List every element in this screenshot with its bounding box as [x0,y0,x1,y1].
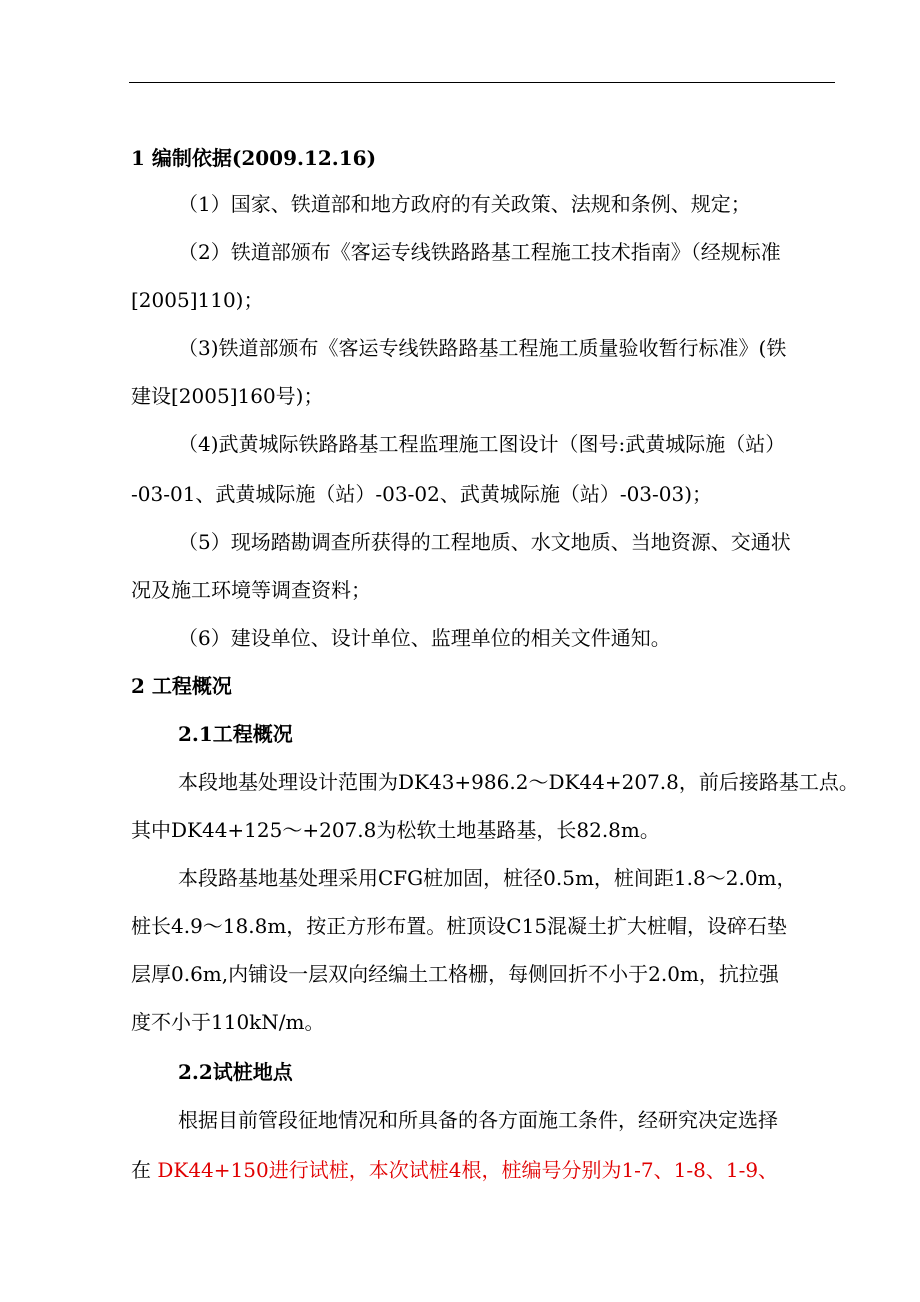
header-rule [129,82,835,83]
section1-heading: 1 编制依据(2009.12.16) [131,146,377,170]
basis-item-2: （2）铁道部颁布《客运专线铁路路基工程施工技术指南》（经规标准 [178,240,781,264]
basis-item-5-cont: 况及施工环境等调查资料； [131,578,371,602]
overview-para1-line2: 其中DK44+125～+207.8为松软土地基路基，长82.8m。 [131,818,660,842]
test-site-para-line2 [131,1156,778,1184]
test-site-highlight: DK44+150进行试桩，本次试桩4根，桩编号分别为1-7、1-8、1-9、 [157,1158,779,1182]
basis-item-6: （6）建设单位、设计单位、监理单位的相关文件通知。 [178,626,671,650]
basis-item-2-cont: [2005]110)； [131,288,264,312]
overview-para2-line2: 桩长4.9～18.8m，按正方形布置。桩顶设C15混凝土扩大桩帽，设碎石垫 [131,914,788,938]
basis-item-4: （4)武黄城际铁路路基工程监理施工图设计（图号:武黄城际施（站） [178,432,786,456]
test-site-para-line1: 根据目前管段征地情况和所具备的各方面施工条件，经研究决定选择 [178,1108,778,1132]
overview-para2-line1: 本段路基地基处理采用CFG桩加固，桩径0.5m，桩间距1.8～2.0m， [178,866,797,890]
basis-item-1: （1）国家、铁道部和地方政府的有关政策、法规和条例、规定； [178,192,751,216]
overview-para2-line4: 度不小于110kN/m。 [131,1010,325,1034]
overview-para2-line3: 层厚0.6m,内铺设一层双向经编土工格栅，每侧回折不小于2.0m，抗拉强 [131,962,779,986]
basis-item-3: （3)铁道部颁布《客运专线铁路路基工程施工质量验收暂行标准》(铁 [178,336,787,360]
basis-item-5: （5）现场踏勘调查所获得的工程地质、水文地质、当地资源、交通状 [178,530,791,554]
subsection-2-1-heading: 2.1工程概况 [178,722,293,746]
basis-item-3-cont: 建设[2005]160号)； [131,384,324,408]
test-site-prefix: 在 [131,1158,158,1182]
subsection-2-2-heading: 2.2试桩地点 [178,1060,293,1084]
basis-item-4-cont: -03-01、武黄城际施（站）-03-02、武黄城际施（站）-03-03)； [131,482,713,506]
section2-heading: 2 工程概况 [131,674,232,698]
overview-para1-line1: 本段地基处理设计范围为DK43+986.2～DK44+207.8，前后接路基工点。 [178,770,859,794]
